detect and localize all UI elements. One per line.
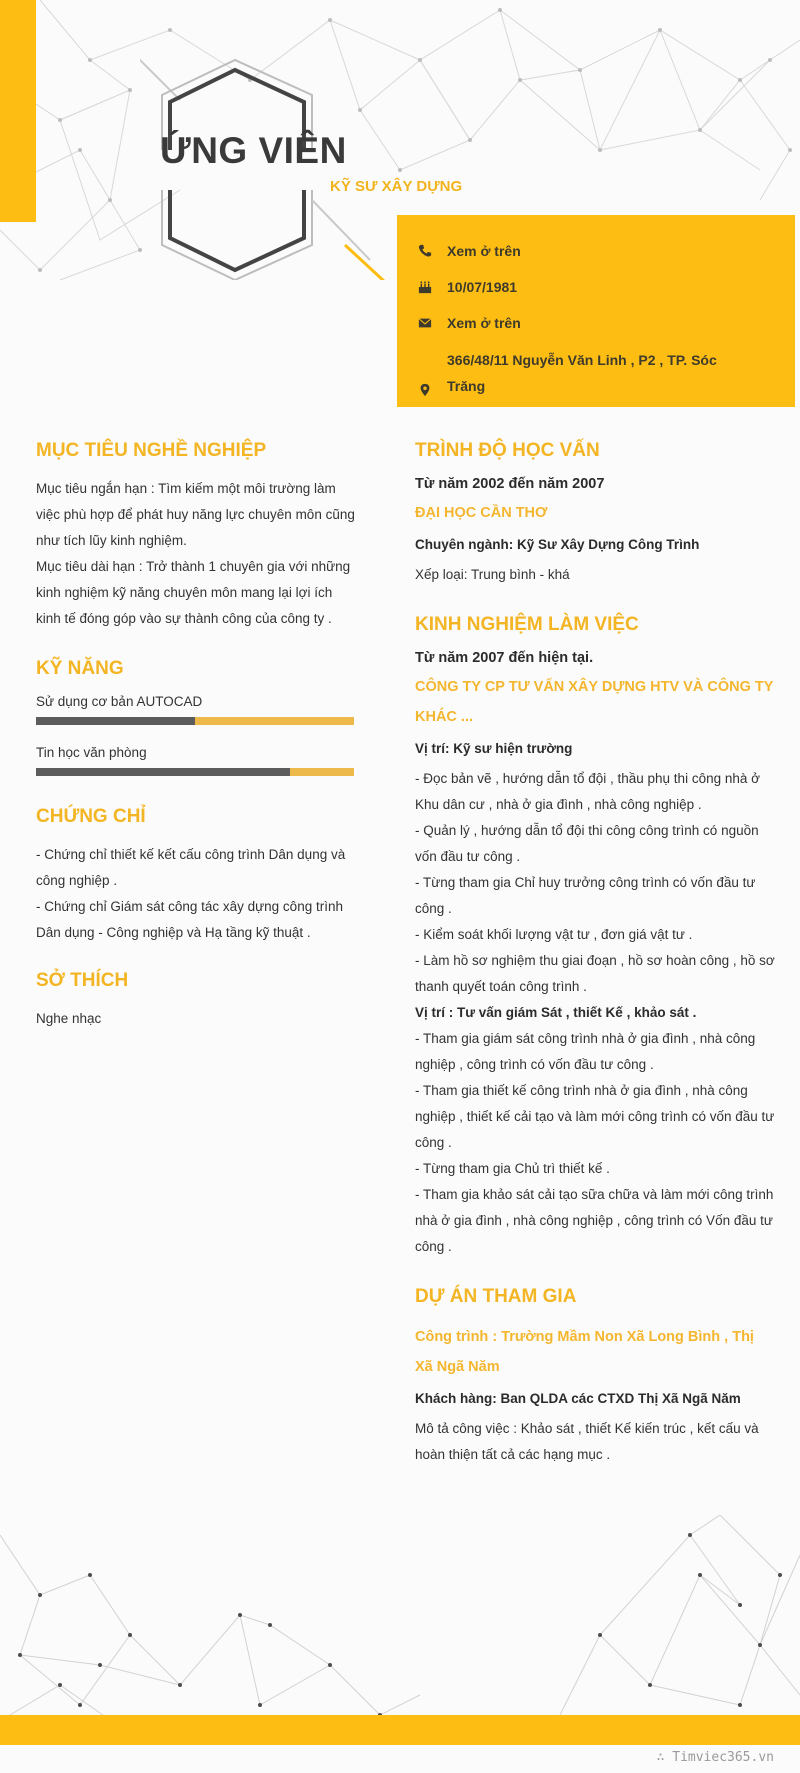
- contact-phone: [397, 233, 795, 269]
- experience-company: CÔNG TY CP TƯ VẤN XÂY DỰNG HTV VÀ CÔNG TY KHÁC ...: [415, 679, 774, 725]
- skill-name: Sử dụng cơ bản AUTOCAD: [36, 694, 203, 709]
- left-column: [36, 440, 356, 1032]
- network-background-bottom: [0, 1515, 800, 1720]
- certificates-title: CHỨNG CHỈ: [36, 806, 146, 827]
- job-title: KỸ SƯ XÂY DỰNG: [330, 178, 463, 195]
- career-goal-short: Mục tiêu ngắn hạn : Tìm kiếm một môi trường làm việc phù hợp để phát huy năng lực chuyên môn cũng như tích lũy kinh nghiệm.: [36, 481, 355, 548]
- duty-item: - Làm hồ sơ nghiệm thu giai đoạn , hồ sơ hoàn công , hồ sơ thanh quyết toán công trình .: [415, 953, 775, 994]
- contact-birthday: [397, 269, 795, 305]
- contact-phone-text: Xem ở trên: [447, 243, 521, 259]
- certificate-item: - Chứng chỉ Giám sát công tác xây dựng công trình Dân dụng - Công nghiệp và Hạ tầng kỹ thuật .: [36, 899, 343, 940]
- skill-bar: [36, 768, 354, 776]
- duty-item: - Đọc bản vẽ , hướng dẫn tổ đội , thầu phụ thi công nhà ở Khu dân cư , nhà ở gia đình , nhà công nghiệp .: [415, 771, 760, 812]
- skill-name: Tin học văn phòng: [36, 745, 147, 760]
- duty-item: - Tham gia giám sát công trình nhà ở gia đình , nhà công nghiệp , công trình có vốn đầu tư công .: [415, 1031, 756, 1072]
- candidate-name: ỨNG VIÊN: [160, 130, 347, 171]
- contact-email-text: Xem ở trên: [447, 315, 521, 331]
- footer-bar: [0, 1715, 800, 1745]
- skills-title: KỸ NĂNG: [36, 658, 124, 679]
- project-name: Công trình : Trường Mầm Non Xã Long Bình , Thị Xã Ngã Năm: [415, 1329, 754, 1375]
- skill-bar-fill: [36, 768, 290, 776]
- duty-item: - Tham gia thiết kế công trình nhà ở gia đình , nhà công nghiệp , thiết kế cải tạo và làm mới công trình có vốn đầu tư công .: [415, 1083, 775, 1150]
- contact-box: [397, 215, 795, 407]
- envelope-icon: [397, 316, 447, 330]
- right-column: [415, 440, 775, 1468]
- education-title: TRÌNH ĐỘ HỌC VẤN: [415, 440, 600, 461]
- education-period: Từ năm 2002 đến năm 2007: [415, 476, 605, 492]
- education-grade: Xếp loại: Trung bình - khá: [415, 567, 570, 582]
- contact-birthday-text: 10/07/1981: [447, 279, 518, 295]
- skill-bar: [36, 717, 354, 725]
- education-major: Chuyên ngành: Kỹ Sư Xây Dựng Công Trình: [415, 537, 700, 552]
- duty-item: - Tham gia khảo sát cải tạo sữa chữa và làm mới công trình nhà ở gia đình , nhà công nghiệp , công trình có Vốn đầu tư công .: [415, 1187, 774, 1254]
- experience-position: Vị trí : Tư vấn giám Sát , thiết Kế , khảo sát .: [415, 1005, 697, 1020]
- contact-email: [397, 305, 795, 341]
- experience-position: Vị trí: Kỹ sư hiện trường: [415, 741, 573, 756]
- duty-item: - Kiểm soát khối lượng vật tư , đơn giá vật tư .: [415, 927, 693, 942]
- hobbies-title: SỞ THÍCH: [36, 970, 129, 991]
- duty-item: - Quản lý , hướng dẫn tổ đội thi công công trình có nguồn vốn đầu tư công .: [415, 823, 759, 864]
- education-school: ĐẠI HỌC CẦN THƠ: [415, 505, 548, 521]
- career-goal-long: Mục tiêu dài hạn : Trở thành 1 chuyên gia với những kinh nghiệm kỹ năng chuyên môn mang lại lợi ích kinh tế đóng góp vào sự thành công của công ty .: [36, 559, 351, 626]
- left-accent-bar: [0, 0, 36, 222]
- watermark: ∴ Timviec365.vn: [656, 1750, 774, 1765]
- project-description: Mô tả công việc : Khảo sát , thiết Kế kiến trúc , kết cấu và hoàn thiện tất cả các hạng mục .: [415, 1421, 759, 1462]
- hobbies-text: Nghe nhạc: [36, 1011, 102, 1026]
- skill-bar-fill: [36, 717, 195, 725]
- experience-title: KINH NGHIỆM LÀM VIỆC: [415, 614, 639, 635]
- experience-period: Từ năm 2007 đến hiện tại.: [415, 650, 594, 666]
- phone-icon: [397, 244, 447, 258]
- career-goal-title: MỤC TIÊU NGHỀ NGHIỆP: [36, 440, 267, 461]
- duty-item: - Từng tham gia Chỉ huy trưởng công trình có vốn đầu tư công .: [415, 875, 756, 916]
- project-client: Khách hàng: Ban QLDA các CTXD Thị Xã Ngã Năm: [415, 1391, 741, 1406]
- duty-item: - Từng tham gia Chủ trì thiết kế .: [415, 1161, 610, 1176]
- certificate-item: - Chứng chỉ thiết kế kết cấu công trình Dân dụng và công nghiệp .: [36, 847, 346, 888]
- projects-title: DỰ ÁN THAM GIA: [415, 1286, 577, 1307]
- contact-address: [397, 341, 795, 405]
- map-pin-icon: [397, 383, 447, 405]
- birthday-cake-icon: [397, 280, 447, 294]
- contact-address-text: 366/48/11 Nguyễn Văn Linh , P2 , TP. Sóc Trăng: [447, 352, 717, 394]
